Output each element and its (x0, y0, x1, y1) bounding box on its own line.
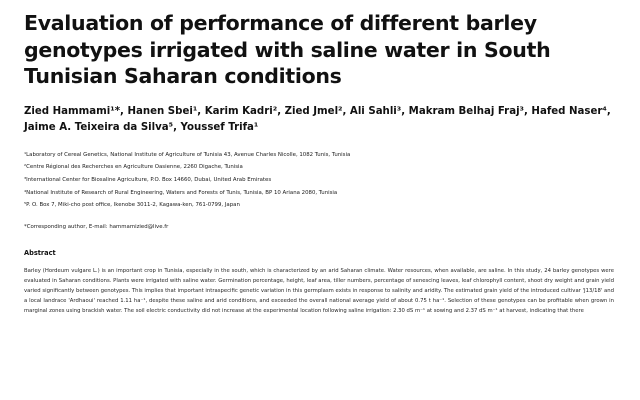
affiliation-item: ¹Laboratory of Cereal Genetics, National Institute of Agriculture of Tunisia 43, Avenue Charles Nicolle, 1082 Tunis, Tunisia (24, 151, 351, 158)
abstract-body: Barley (Hordeum vulgare L.) is an important crop in Tunisia, especially in the south, which is characterized by an arid Saharan climate. Water resources, when available, are saline. In this study, 24 barley genotypes were evaluated in Saharan conditions. Plants were irrigated with saline water. Germination percentage, height, leaf area, tiller numbers, percentage of senescing leaves, leaf chlorophyll content, shoot dry weight and grain yield varied significantly between genotypes. This implies that important intraspecific genetic variation in this germplasm exists in response to salinity and aridity. The estimated grain yield of the introduced cultivar 'J13/18' and a local landrace 'Ardhaoui' reached 1.11 ha⁻¹, despite these saline and arid conditions, and exceeded the overall national average yield of about 0.75 t ha⁻¹. Selection of these genotypes can be profitable when grown in marginal zones using brackish water. The soil electric conductivity did not increase at the experimental location following saline irrigation: 2.30 dS m⁻¹ at sowing and 2.37 dS m⁻¹ at harvest, indicating that there (24, 267, 614, 315)
abstract-heading: Abstract (24, 248, 56, 257)
affiliation-list (24, 149, 614, 212)
corresponding-author-note: *Corresponding author, E-mail: hammamizied@live.fr (24, 223, 169, 230)
affiliation-item: ²Centre Régional des Recherches en Agriculture Oasienne, 2260 Digache, Tunisia (24, 164, 243, 171)
author-list: Zied Hammami¹*, Hanen Sbei¹, Karim Kadri², Zied Jmel², Ali Sahli³, Makram Belhaj Fraj³, Hafed Naser⁴, Jaime A. Teixeira da Silva⁵, Youssef Trifa¹ (24, 105, 611, 134)
affiliation-item: ⁵P. O. Box 7, Miki-cho post office, Ikenobe 3011-2, Kagawa-ken, 761-0799, Japan (24, 202, 240, 209)
affiliation-item: ⁴National Institute of Research of Rural Engineering, Waters and Forests of Tunis, Tunisia, BP 10 Ariana 2080, Tunisia (24, 189, 338, 196)
affiliation-item: ³International Center for Biosaline Agriculture, P.O. Box 14660, Dubai, United Arab Emirates (24, 177, 272, 184)
page-title: Evaluation of performance of different barley genotypes irrigated with saline water in South Tunisian Saharan conditions (24, 11, 551, 89)
